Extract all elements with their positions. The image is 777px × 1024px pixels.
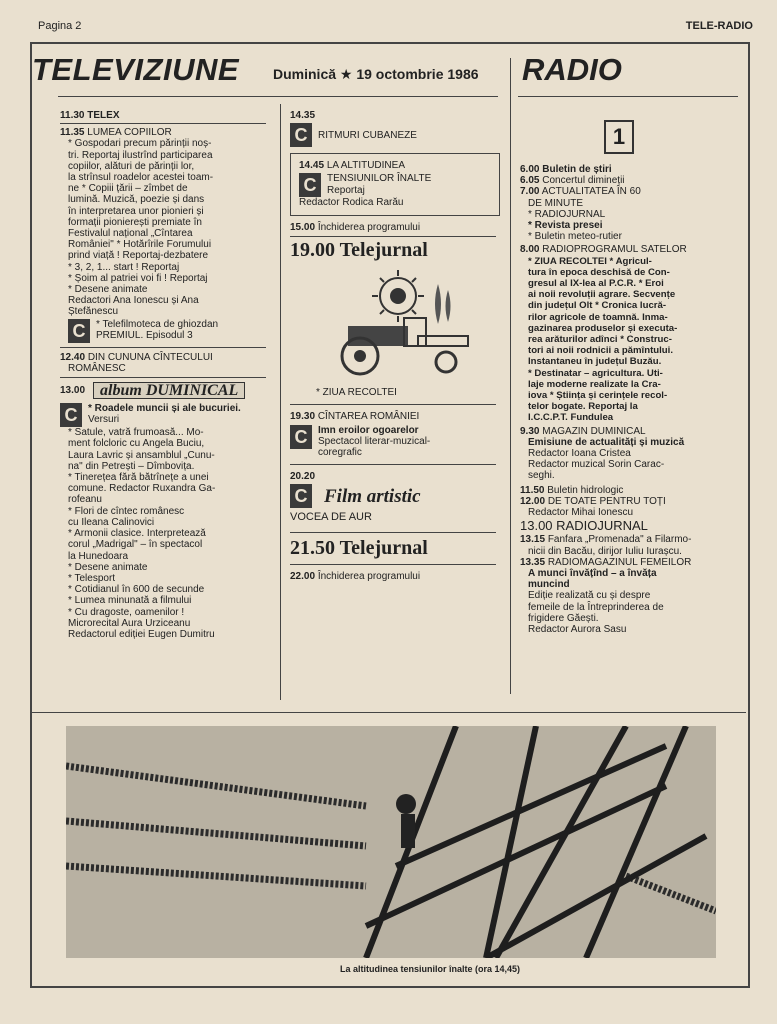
page-number: Pagina 2 — [38, 20, 82, 32]
photo-divider — [30, 712, 746, 713]
program-din-cununa: 12.40 DIN CUNUNA CÎNTECULUI ROMÂNESC — [60, 351, 213, 374]
tv-radio-divider — [510, 58, 511, 694]
broadcast-date: Duminică ★ 19 octombrie 1986 — [273, 66, 479, 82]
tv-column-1 — [60, 110, 272, 642]
ziua-recoltei-caption: * ZIUA RECOLTEI — [316, 387, 397, 399]
program-one-icon: 1 — [604, 120, 634, 154]
radio-title-underline — [518, 96, 738, 97]
program-inchidere-1: 15.00 Închiderea programului — [290, 221, 421, 233]
tv-column-2 — [290, 110, 500, 584]
power-line-photo — [66, 726, 716, 958]
program-cintarea-romaniei: 19.30 CÎNTAREA ROMÂNIEI C Imn eroilor ogoarelor Spectacol literar-muzical- coregrafic — [290, 411, 431, 459]
program-telejurnal-19: 19.00 Telejurnal — [290, 238, 428, 261]
program-ritmuri-cubaneze: 14.35 C RITMURI CUBANEZE — [290, 110, 417, 146]
harvest-tractor-illustration — [308, 264, 488, 384]
program-inchidere-2: 22.00 Închiderea programului — [290, 570, 421, 582]
section-name: TELE-RADIO — [685, 20, 753, 32]
color-broadcast-icon: C — [290, 484, 312, 508]
program-lumea-copiilor: 11.35 LUMEA COPIILOR * Gospodari precum părinții noș- tri. Reportaj ilustrînd participarea copiilor, alături de părinții lor, la strînsul roadelor acestei toam- ne * Copiii țării – zîmbet de lumină. Muzică, poezie și dans în interpretarea unor pionieri și formații pionierești premiate în Festivalul național „Cîntarea României" * Hotărîrile Forumului prind viață ! Reportaj-dezbatere * 3, 2, 1... start ! Reportaj * Șoim al patriei voi fi ! Reportaj * Desene animate Redactori Ana Ionescu și Ana Ștefănescu C * Telefilmoteca de ghiozdan PREMIUL. Episodul 3 — [60, 127, 272, 342]
program-album-duminical: 13.00 album DUMINICAL C * Roadele muncii și ale bucuriei. Versuri * Satule, vatră frumoasă... Mo- ment folcloric cu Angela Buciu, Laura Lavric și ansamblul „Cunu- na" din Petrești – Dîmbovița. * Tinerețea fără bătrînețe a unei comune. Redactor Ruxandra Ga- rofeanu * Flori de cîntec românesc cu Ileana Calinovici * Armonii clasice. Interpretează corul „Madrigal" – în spectacol la Hunedoara * Desene animate * Telesport * Cotidianul în 600 de secunde * Lumea minunată a filmului * Cu dragoste, oamenilor ! Microrecital Aura Urziceanu Redactorul ediției Eugen Dumitru — [60, 382, 272, 640]
film-artistic-logo: Film artistic — [324, 485, 421, 507]
program-la-altitudinea: 14.45 LA ALTITUDINEA C TENSIUNILOR ÎNALTE Reportaj Redactor Rodica Rarău — [290, 153, 500, 215]
photo-caption: La altitudinea tensiunilor înalte (ora 14,45) — [340, 964, 521, 974]
tv-column-divider — [280, 104, 281, 700]
color-broadcast-icon: C — [60, 403, 82, 427]
lumea-copiilor-details: * Gospodari precum părinții noș- tri. Reportaj ilustrînd participarea copiilor, alături de părinții lor, la strînsul roadelor acestei toam- ne * Copiii țării – zîmbet de lumină. Muzică, poezie și dans în interpretarea unor pionieri și formații pionierești premiate în Festivalul național „Cîntarea României" * Hotărîrile Forumului prind viață ! Reportaj-dezbatere * 3, 2, 1... start ! Reportaj * Șoim al patriei voi fi ! Reportaj * Desene animate Redactori Ana Ionescu și Ana Ștefănescu C * Telefilmoteca de ghiozdan PREMIUL. Episodul 3 — [68, 138, 219, 341]
color-broadcast-icon: C — [299, 173, 321, 197]
color-broadcast-icon: C — [290, 425, 312, 449]
color-broadcast-icon: C — [290, 123, 312, 147]
tv-title: TELEVIZIUNE — [32, 52, 240, 87]
program-film-artistic: 20.20 C Film artistic VOCEA DE AUR — [290, 471, 500, 523]
tv-title-underline — [58, 96, 498, 97]
radio-title: RADIO — [522, 52, 622, 87]
radio-column: 6.00 Buletin de știri 6.05 Concertul dimineții 7.00 ACTUALITATEA ÎN 60 DE MINUTE * RADIOJURNAL * Revista presei * Buletin meteo-rutier 8.00 RADIOPROGRAMUL SATELOR * ZIUA RECOLTEI * Agricul- tura în epoca deschisă de Con- gresul al IX-lea al P.C.R. * Eroi ai noii revoluții agrare. Secvențe din județul Olt * Cronica lucră- rilor agricole de toamnă. Inma- gazinarea produselor și executa- rea arăturilor adînci * Construc- tori ai noii rodnicii a pămîntului. Instantaneu în județul Buzău. * Destinatar – agricultura. Uti- laje moderne realizate la Cra- iova * Știința și cerințele recol- telor bogate. Reportaj la I.C.C.P.T. Fundulea 9.30 MAGAZIN DUMINICAL Emisiune de actualități și muzică Redactor Ioana Cristea Redactor muzical Sorin Carac- seghi. 11.50 Buletin hidrologic 12.00 DE TOATE PENTRU TOȚI Redactor Mihai Ionescu 13.00 RADIOJURNAL 13.15 Fanfara „Promenada" a Filarmo- nicii din Bacău, dirijor Iuliu Iurașcu. 13.35 RADIOMAGAZINUL FEMEILOR A munci învățînd – a învăța muncind Ediție realizată cu și despre femeile de la Întreprinderea de frigidere Găești. Redactor Aurora Sasu — [520, 164, 692, 635]
color-broadcast-icon: C — [68, 319, 90, 343]
program-telejurnal-21: 21.50 Telejurnal — [290, 536, 428, 559]
program-telex: 11.30 TELEX — [60, 110, 120, 121]
album-duminical-logo: album DUMINICAL — [93, 382, 245, 399]
